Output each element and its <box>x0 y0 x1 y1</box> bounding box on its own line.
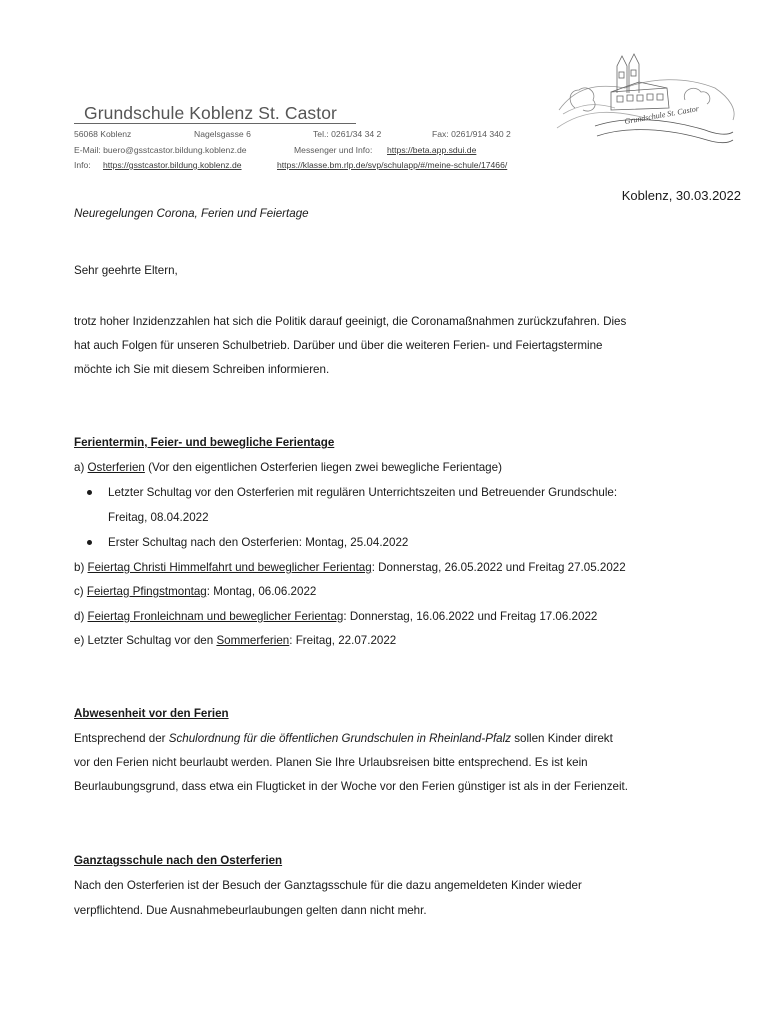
messenger-label: Messenger und Info: <box>294 145 373 155</box>
email: E-Mail: buero@gsstcastor.bildung.koblenz.de <box>74 145 247 155</box>
fax: Fax: 0261/914 340 2 <box>432 129 511 139</box>
klasse-link[interactable]: https://klasse.bm.rlp.de/svp/schulapp/#/meine-schule/17466/ <box>277 160 508 170</box>
header-divider <box>74 123 356 124</box>
section-heading-abwesenheit: Abwesenheit vor den Ferien <box>74 707 229 720</box>
item-text: (Vor den eigentlichen Osterferien liegen zwei bewegliche Ferientage) <box>144 461 502 474</box>
item-label: Sommerferien <box>216 634 290 647</box>
item-prefix: b) <box>74 561 88 574</box>
item-text: : Montag, 06.06.2022 <box>206 585 317 598</box>
school-name: Grundschule Koblenz St. Castor <box>84 103 337 123</box>
intro-line: trotz hoher Inzidenzzahlen hat sich die Politik darauf geeinigt, die Coronamaßnahmen zurückzufahren. Dies <box>74 315 627 328</box>
item-prefix: e) Letzter Schultag vor den <box>74 634 217 647</box>
bullet-text-continued: Freitag, 08.04.2022 <box>108 511 209 524</box>
bullet-dot <box>87 490 92 495</box>
item-c <box>74 585 316 598</box>
item-label: Feiertag Fronleichnam und beweglicher Ferientag <box>87 610 344 623</box>
paragraph-line: verpflichtend. Due Ausnahmebeurlaubungen gelten dann nicht mehr. <box>74 904 427 917</box>
intro-line: hat auch Folgen für unseren Schulbetrieb. Darüber und über die weiteren Ferien- und Feiertagstermine <box>74 339 603 352</box>
item-a <box>74 461 502 474</box>
intro-line: möchte ich Sie mit diesem Schreiben informieren. <box>74 363 330 376</box>
school-logo <box>555 48 740 158</box>
info-link[interactable]: https://gsstcastor.bildung.koblenz.de <box>103 160 242 170</box>
item-text: : Donnerstag, 16.06.2022 und Freitag 17.06.2022 <box>343 610 598 623</box>
bullet-text: Letzter Schultag vor den Osterferien mit regulären Unterrichtszeiten und Betreuender Grundschule: <box>108 486 618 499</box>
item-d <box>74 610 597 623</box>
section-heading-ganztag: Ganztagsschule nach den Osterferien <box>74 854 283 867</box>
salutation: Sehr geehrte Eltern, <box>74 264 178 277</box>
section-heading-ferien: Ferientermin, Feier- und bewegliche Ferientage <box>74 436 335 449</box>
item-text: : Freitag, 22.07.2022 <box>289 634 397 647</box>
letter-date: Koblenz, 30.03.2022 <box>621 188 741 203</box>
bullet-text: Erster Schultag nach den Osterferien: Montag, 25.04.2022 <box>108 536 409 549</box>
item-prefix: c) <box>74 585 87 598</box>
paragraph-line <box>74 732 613 745</box>
street: Nagelsgasse 6 <box>194 129 251 139</box>
logo-text: Grundschule St. Castor <box>623 104 700 126</box>
zip-city: 56068 Koblenz <box>74 129 132 139</box>
item-label: Feiertag Pfingstmontag <box>86 585 207 598</box>
info-label: Info: <box>74 160 91 170</box>
item-b <box>74 561 626 574</box>
paragraph-line: Nach den Osterferien ist der Besuch der Ganztagsschule für die dazu angemeldeten Kinder wieder <box>74 879 582 892</box>
item-prefix: d) <box>74 610 88 623</box>
paragraph-line: vor den Ferien nicht beurlaubt werden. Planen Sie Ihre Urlaubsreisen bitte entsprechend. Es ist kein <box>74 756 588 769</box>
item-prefix: a) <box>74 461 88 474</box>
messenger-link[interactable]: https://beta.app.sdui.de <box>387 145 477 155</box>
item-label: Feiertag Christi Himmelfahrt und beweglicher Ferientag <box>87 561 372 574</box>
bullet-dot <box>87 540 92 545</box>
item-text: : Donnerstag, 26.05.2022 und Freitag 27.05.2022 <box>371 561 626 574</box>
item-e <box>74 634 396 647</box>
phone: Tel.: 0261/34 34 2 <box>313 129 382 139</box>
regulation-title: Schulordnung für die öffentlichen Grundschulen in Rheinland-Pfalz <box>168 732 511 745</box>
letter-subject: Neuregelungen Corona, Ferien und Feiertage <box>74 207 309 220</box>
text-span: Entsprechend der <box>74 732 169 745</box>
text-span: sollen Kinder direkt <box>510 732 613 745</box>
item-label: Osterferien <box>87 461 145 474</box>
paragraph-line: Beurlaubungsgrund, dass etwa ein Flugticket in der Woche vor den Ferien günstiger ist als in der Ferienzeit. <box>74 780 629 793</box>
